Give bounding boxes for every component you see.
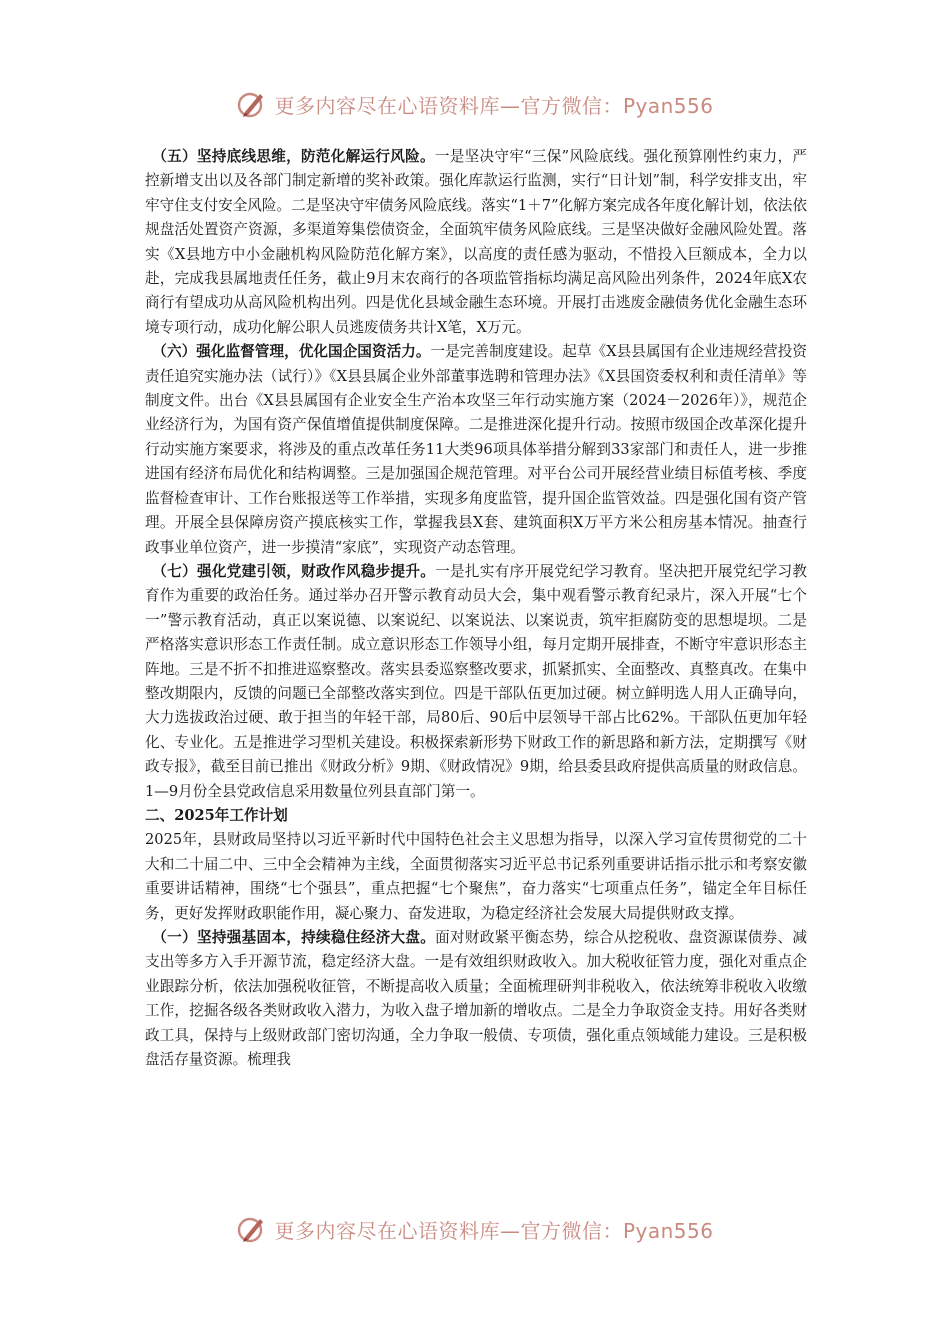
watermark-text: 更多内容尽在心语资料库—官方微信：Pyan556: [274, 93, 714, 118]
pen-logo-icon: [236, 88, 268, 120]
section-7-body: 一是扎实有序开展党纪学习教育。坚决把开展党纪学习教育作为重要的政治任务。通过举办召开警示教育动员大会，集中观看警示教育纪录片，深入开展“七个一”警示教育活动，真正以案说德、以案说纪、以案说法、以案说责，筑牢拒腐防变的思想堤坝。二是严格落实意识形态工作责任制。成立意识形态工作领导小组，每月定期开展排查，不断守牢意识形态主阵地。三是不折不扣推进巡察整改。落实县委巡察整改要求，抓紧抓实、全面整改、真整真改。在集中整改期限内，反馈的问题已全部整改落实到位。四是干部队伍更加过硬。树立鲜明选人用人正确导向，大力选拔政治过硬、敢于担当的年轻干部，局80后、90后中层领导干部占比62%。干部队伍更加年轻化、专业化。五是推进学习型机关建设。积极探索新形势下财政工作的新思路和新方法，定期撰写《财政专报》，截至目前已推出《财政分析》9期、《财政情况》9期，给县委县政府提供高质量的财政信息。1—9月份全县党政信息采用数量位列县直部门第一。: [145, 562, 807, 800]
pen-logo-icon: [236, 1213, 268, 1245]
section-6-body: 一是完善制度建设。起草《X县县属国有企业违规经营投资责任追究实施办法（试行）》《X县县属企业外部董事选聘和管理办法》《X县国资委权利和责任清单》等制度文件。出台《X县县属国有企业安全生产治本攻坚三年行动实施方案（2024－2026年）》，规范企业经济行为，为国有资产保值增值提供制度保障。二是推进深化提升行动。按照市级国企改革深化提升行动实施方案要求，将涉及的重点改革任务11大类96项具体举措分解到33家部门和责任人，进一步推进国有经济布局优化和结构调整。三是加强国企规范管理。对平台公司开展经营业绩目标值考核、季度监督检查审计、工作台账报送等工作举措，实现多角度监管，提升国企监管效益。四是强化国有资产管理。开展全县保障房资产摸底核实工作，掌握我县X套、建筑面积X万平方米公租房基本情况。抽查行政事业单位资产，进一步摸清“家底”，实现资产动态管理。: [145, 343, 807, 556]
plan-heading: 二、2025年工作计划: [145, 806, 288, 824]
section-5-body: 一是坚决守牢“三保”风险底线。强化预算刚性约束力，严控新增支出以及各部门制定新增的奖补政策。强化库款运行监测，实行“日计划”制，科学安排支出，牢牢守住支付安全风险。二是坚决守牢债务风险底线。落实“1＋7”化解方案完成各年度化解计划，依法依规盘活处置资产资源，多渠道筹集偿债资金，全面筑牢债务风险底线。三是坚决做好金融风险处置。落实《X县地方中小金融机构风险防范化解方案》，以高度的责任感为驱动，不惜投入巨额成本，全力以赴，完成我县属地责任任务，截止9月末农商行的各项监管指标均满足高风险出列条件，2024年底X农商行有望成功从高风险机构出列。四是优化县域金融生态环境。开展打击逃废金融债务优化金融生态环境专项行动，成功化解公职人员逃废债务共计X笔，X万元。: [145, 148, 807, 336]
section-5-title: （五）坚持底线思维，防范化解运行风险。: [152, 148, 435, 165]
plan-section-1: [145, 926, 807, 1072]
document-body: [145, 145, 807, 1072]
section-6: [145, 340, 807, 560]
section-6-title: （六）强化监督管理，优化国企国资活力。: [152, 343, 431, 361]
watermark-text: 更多内容尽在心语资料库—官方微信：Pyan556: [274, 1218, 714, 1243]
plan-section-1-body: 面对财政紧平衡态势，综合从挖税收、盘资源谋债券、减支出等多方入手开源节流，稳定经济大盘。一是有效组织财政收入。加大税收征管力度，强化对重点企业跟踪分析，依法加强税收征管，不断提高收入质量；全面梳理研判非税收入，依法统筹非税收入收缴工作，挖掘各级各类财政收入潜力，为收入盘子增加新的增收点。二是全力争取资金支持。用好各类财政工具，保持与上级财政部门密切沟通，全力争取一般债、专项债，强化重点领域能力建设。三是积极盘活存量资源。梳理我: [145, 929, 807, 1069]
section-5: [145, 145, 807, 340]
watermark-footer: [0, 1209, 950, 1249]
section-7-title: （七）强化党建引领，财政作风稳步提升。: [152, 562, 436, 580]
section-7: [145, 560, 807, 804]
plan-intro: 2025年，县财政局坚持以习近平新时代中国特色社会主义思想为指导，以深入学习宣传贯彻党的二十大和二十届二中、三中全会精神为主线，全面贯彻落实习近平总书记系列重要讲话指示批示和考察安徽重要讲话精神，围绕“七个强县”，重点把握“七个聚焦”，奋力落实“七项重点任务”，锚定全年目标任务，更好发挥财政职能作用，凝心聚力、奋发进取，为稳定经济社会发展大局提供财政支撑。: [145, 831, 807, 922]
watermark-header: [0, 84, 950, 124]
plan-section-1-title: （一）坚持强基固本，持续稳住经济大盘。: [152, 929, 436, 946]
